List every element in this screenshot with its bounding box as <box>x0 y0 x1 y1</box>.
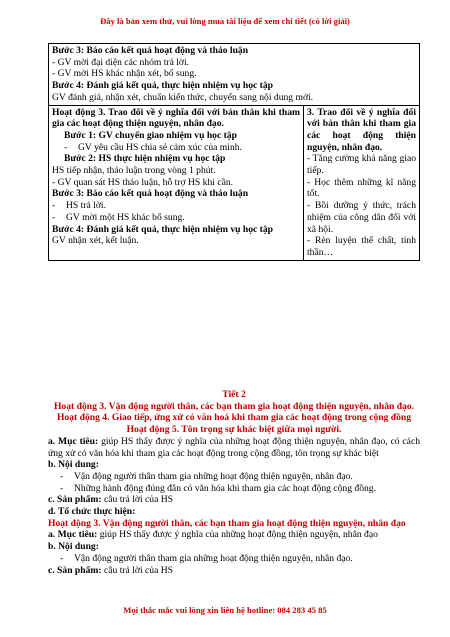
step-line: - GV yêu cầu HS chia sẻ cảm xúc của mình. <box>64 141 242 153</box>
result-line: - Bồi dưỡng ý thức, trách nhiệm của công dân đối với xã hội. <box>307 200 416 235</box>
activity-title: Hoạt động 5. Tôn trọng sự khác biệt giữa mọi người. <box>126 424 342 436</box>
activity-heading: Hoạt động 3. Trao đổi về ý nghĩa đối với bản thân khi tham gia các hoạt động thiện nguyện, nhân đạo. <box>52 106 300 130</box>
lesson-table <box>48 43 420 261</box>
dash-bullet: - <box>52 200 56 212</box>
objective-paragraph: a. Mục tiêu: giúp HS thấy được ý nghĩa của những hoạt động thiện nguyện, nhân đạo, có cách ứng xử có văn hóa khi tham gia các hoạt động trong cộng đồng, tôn trọng sự khác biệt <box>48 435 420 459</box>
step-line: - GV quan sát HS thảo luận, hỗ trợ HS khi cần. <box>52 176 234 188</box>
dash-bullet: - <box>60 552 64 564</box>
table-cell-activity <box>49 105 304 260</box>
content-item: - Vận động người thân tham gia những hoạt động thiện nguyện, nhân đạo. <box>60 470 353 482</box>
activity-title: Hoạt động 3. Vận động người thân, các bạn tham gia hoạt động thiện nguyện, nhân đạo <box>48 517 406 529</box>
step-heading: Bước 3: Báo cáo kết quả hoạt động và thảo luận <box>52 45 249 56</box>
dash-bullet: - <box>60 470 64 482</box>
organize-label: d. Tổ chức thực hiện: <box>48 506 136 518</box>
content-label: b. Nội dung: <box>48 459 99 471</box>
step-line: - GV mời một HS khác bổ sung. <box>52 211 185 223</box>
activity-title: Hoạt động 3. Vận động người thân, các bạn tham gia hoạt động thiện nguyện, nhân đạo. <box>53 400 415 412</box>
table-cell-steps <box>49 44 420 106</box>
result-line: - Rèn luyện thể chất, tinh thần… <box>307 235 416 258</box>
step-heading: Bước 2: HS thực hiện nhiệm vụ học tập <box>64 153 226 165</box>
step-line: GV nhận xét, kết luận. <box>52 235 139 247</box>
step-heading: Bước 4: Đánh giá kết quả, thực hiện nhiệm vụ học tập <box>52 223 273 235</box>
dash-bullet: - <box>52 211 56 223</box>
product-paragraph: c. Sản phẩm: câu trả lời của HS <box>48 564 173 576</box>
step-heading: Bước 3: Báo cáo kết quả hoạt động và thảo luận <box>52 188 249 200</box>
step-heading: Bước 4: Đánh giá kết quả, thực hiện nhiệm vụ học tập <box>52 80 273 92</box>
step-line: - HS trả lời. <box>52 200 106 212</box>
objective-paragraph: a. Mục tiêu: giúp HS thấy được ý nghĩa của những hoạt động thiện nguyện, nhân đạo <box>48 529 378 541</box>
result-line: - Tăng cường khả năng giao tiếp. <box>307 153 416 177</box>
table-cell-result <box>304 105 420 260</box>
content-label: b. Nội dung: <box>48 541 99 553</box>
result-line: - Học thêm những kĩ năng tốt. <box>307 176 416 200</box>
preview-notice-banner: Đây là bản xem thử, vui lòng mua tài liệu để xem chi tiết (có lời giải) <box>100 16 350 26</box>
step-line: HS tiếp nhận, thảo luận trong vòng 1 phút. <box>52 165 216 177</box>
dash-bullet: - <box>60 482 64 494</box>
table-row <box>49 44 420 106</box>
period-title: Tiết 2 <box>222 389 246 400</box>
table-row <box>49 105 420 260</box>
lesson-section <box>48 389 420 576</box>
result-heading: 3. Trao đổi về ý nghĩa đối với bản thân khi tham gia các hoạt động thiện nguyện, nhân đạo. <box>307 106 416 153</box>
activity-title: Hoạt động 4. Giao tiếp, ứng xử có văn hoá khi tham gia các hoạt động trong cộng đồng <box>56 412 412 424</box>
step-heading: Bước 1: GV chuyển giao nhiệm vụ học tập <box>64 129 237 141</box>
dash-bullet: - <box>64 141 68 153</box>
step-line: - GV mời đại diện các nhóm trả lời. <box>52 56 190 68</box>
content-item: - Những hành động đúng đắn có văn hóa khi tham gia các hoạt động cộng đồng. <box>60 482 377 494</box>
step-line: - GV mời HS khác nhận xét, bổ sung. <box>52 68 197 80</box>
hotline-notice-banner: Mọi thắc mắc vui lòng xin liên hệ hotline: 084 283 45 85 <box>123 605 327 615</box>
content-item: - Vận động người thân tham gia những hoạt động thiện nguyện, nhân đạo. <box>60 552 353 564</box>
product-paragraph: c. Sản phẩm: câu trả lời của HS <box>48 494 173 506</box>
step-line: GV đánh giá, nhận xét, chuẩn kiến thức, chuyển sang nội dung mới. <box>52 91 314 103</box>
